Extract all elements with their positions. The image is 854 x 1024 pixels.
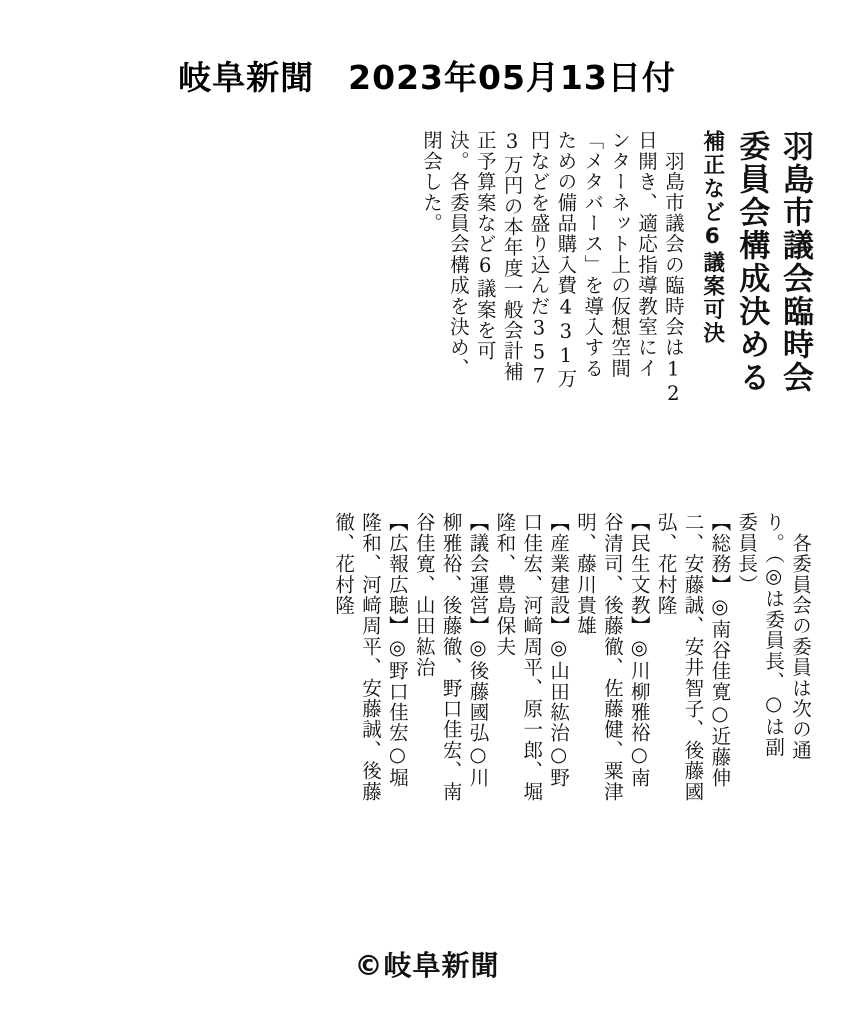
list-column: 【民生文教】◎川柳雅裕○南 <box>627 512 651 789</box>
list-column: 【議会運営】◎後藤國弘○川 <box>466 512 490 789</box>
lead-column: 羽島市議会の臨時会は12 <box>661 130 685 407</box>
lead-column: 決。各委員会構成を決め、 <box>446 130 470 379</box>
lead-block <box>414 130 813 407</box>
copyright-credit: ©岐阜新聞 <box>354 949 500 982</box>
lead-column: 円などを盛り込んだ357 <box>527 130 551 389</box>
list-column: 二、安藤誠、安井智子、後藤國 <box>681 512 705 802</box>
list-column: 委員長） <box>735 512 759 595</box>
list-column: 柳雅裕、後藤徹、野口佳宏、南 <box>439 512 463 802</box>
list-column: 谷清司、後藤徹、佐藤健、粟津 <box>600 512 624 802</box>
lead-column: ための備品購入費431万 <box>554 130 578 389</box>
headline-column-2: 委員会構成決める <box>733 130 770 394</box>
list-column: 明、藤川貴雄 <box>574 512 597 637</box>
list-column: 隆和、河﨑周平、安藤誠、後藤 <box>359 512 382 802</box>
list-column: 隆和、豊島保夫 <box>493 512 517 657</box>
list-column: 【産業建設】◎山田紘治○野 <box>547 512 571 789</box>
subheadline: 補正など6議案可決 <box>699 130 725 345</box>
lead-column: 日開き、適応指導教室にイ <box>634 130 658 379</box>
newspaper-masthead: 岐阜新聞 2023年05月13日付 <box>178 58 676 97</box>
lead-column: 正予算案など6議案を可 <box>473 130 497 362</box>
list-column: 【広報広聴】◎野口佳宏○堀 <box>385 512 409 789</box>
list-column: 【総務】◎南谷佳寛○近藤伸 <box>708 512 732 789</box>
headline-column-1: 羽島市議会臨時会 <box>777 130 813 394</box>
lead-column: 閉会した。 <box>419 130 443 234</box>
list-column: り。（◎は委員長、○は副 <box>762 512 786 758</box>
committee-list-block <box>326 512 810 802</box>
list-column: 各委員会の委員は次の通 <box>789 512 812 761</box>
lead-column: 「メタバース」を導入する <box>581 130 605 379</box>
article-body <box>50 130 813 920</box>
lead-column: ンターネット上の仮想空間 <box>608 130 632 379</box>
list-column: 弘、花村隆 <box>654 512 678 616</box>
list-column: 徹、花村隆 <box>332 512 356 616</box>
lead-column: 3万円の本年度一般会計補 <box>500 130 524 382</box>
list-column: 谷佳寛、山田紘治 <box>412 512 436 678</box>
list-column: 口佳宏、河﨑周平、原一郎、堀 <box>520 512 544 802</box>
